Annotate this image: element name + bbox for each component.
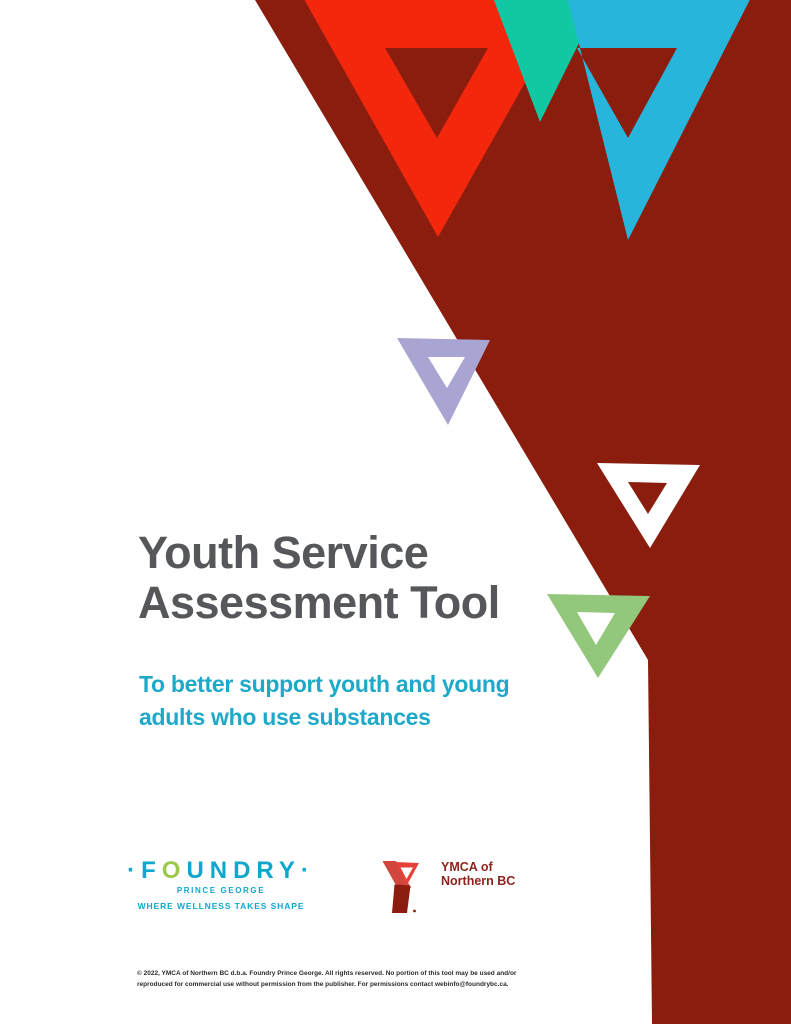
ymca-logo-text bbox=[441, 861, 515, 888]
purple-triangle-icon bbox=[397, 338, 490, 425]
foundry-logo bbox=[112, 858, 330, 911]
ymca-logo-icon bbox=[383, 861, 420, 913]
copyright-line2: reproduced for commercial use without permission from the publisher. For permissions contact webinfo@foundrybc.ca. bbox=[137, 981, 509, 988]
copyright-notice bbox=[137, 968, 537, 990]
ymca-name-line1: YMCA of bbox=[441, 860, 493, 874]
foundry-tagline-label: WHERE WELLNESS TAKES SHAPE bbox=[137, 901, 305, 911]
foundry-wordmark-left: ·F bbox=[127, 857, 162, 884]
copyright-line1: © 2022, YMCA of Northern BC d.b.a. Foundry Prince George. All rights reserved. No portion of this tool may be used and/or bbox=[137, 970, 517, 977]
ymca-y-stem bbox=[392, 885, 411, 914]
foundry-wordmark bbox=[112, 858, 330, 884]
page-title-line2: Assessment Tool bbox=[138, 577, 500, 628]
foundry-wordmark-green-o: O bbox=[161, 857, 187, 884]
maroon-band-shape bbox=[255, 0, 791, 1024]
ymca-name-line2: Northern BC bbox=[441, 873, 516, 888]
page-subtitle bbox=[139, 668, 509, 734]
ymca-registered-mark bbox=[413, 910, 416, 913]
page-subtitle-line1: To better support youth and young bbox=[139, 671, 510, 697]
page-title-line1: Youth Service bbox=[138, 527, 429, 578]
page-title bbox=[138, 528, 500, 628]
foundry-location-label: PRINCE GEORGE bbox=[176, 886, 266, 895]
foundry-wordmark-right: UNDRY· bbox=[186, 857, 315, 884]
page-subtitle-line2: adults who use substances bbox=[139, 704, 431, 730]
